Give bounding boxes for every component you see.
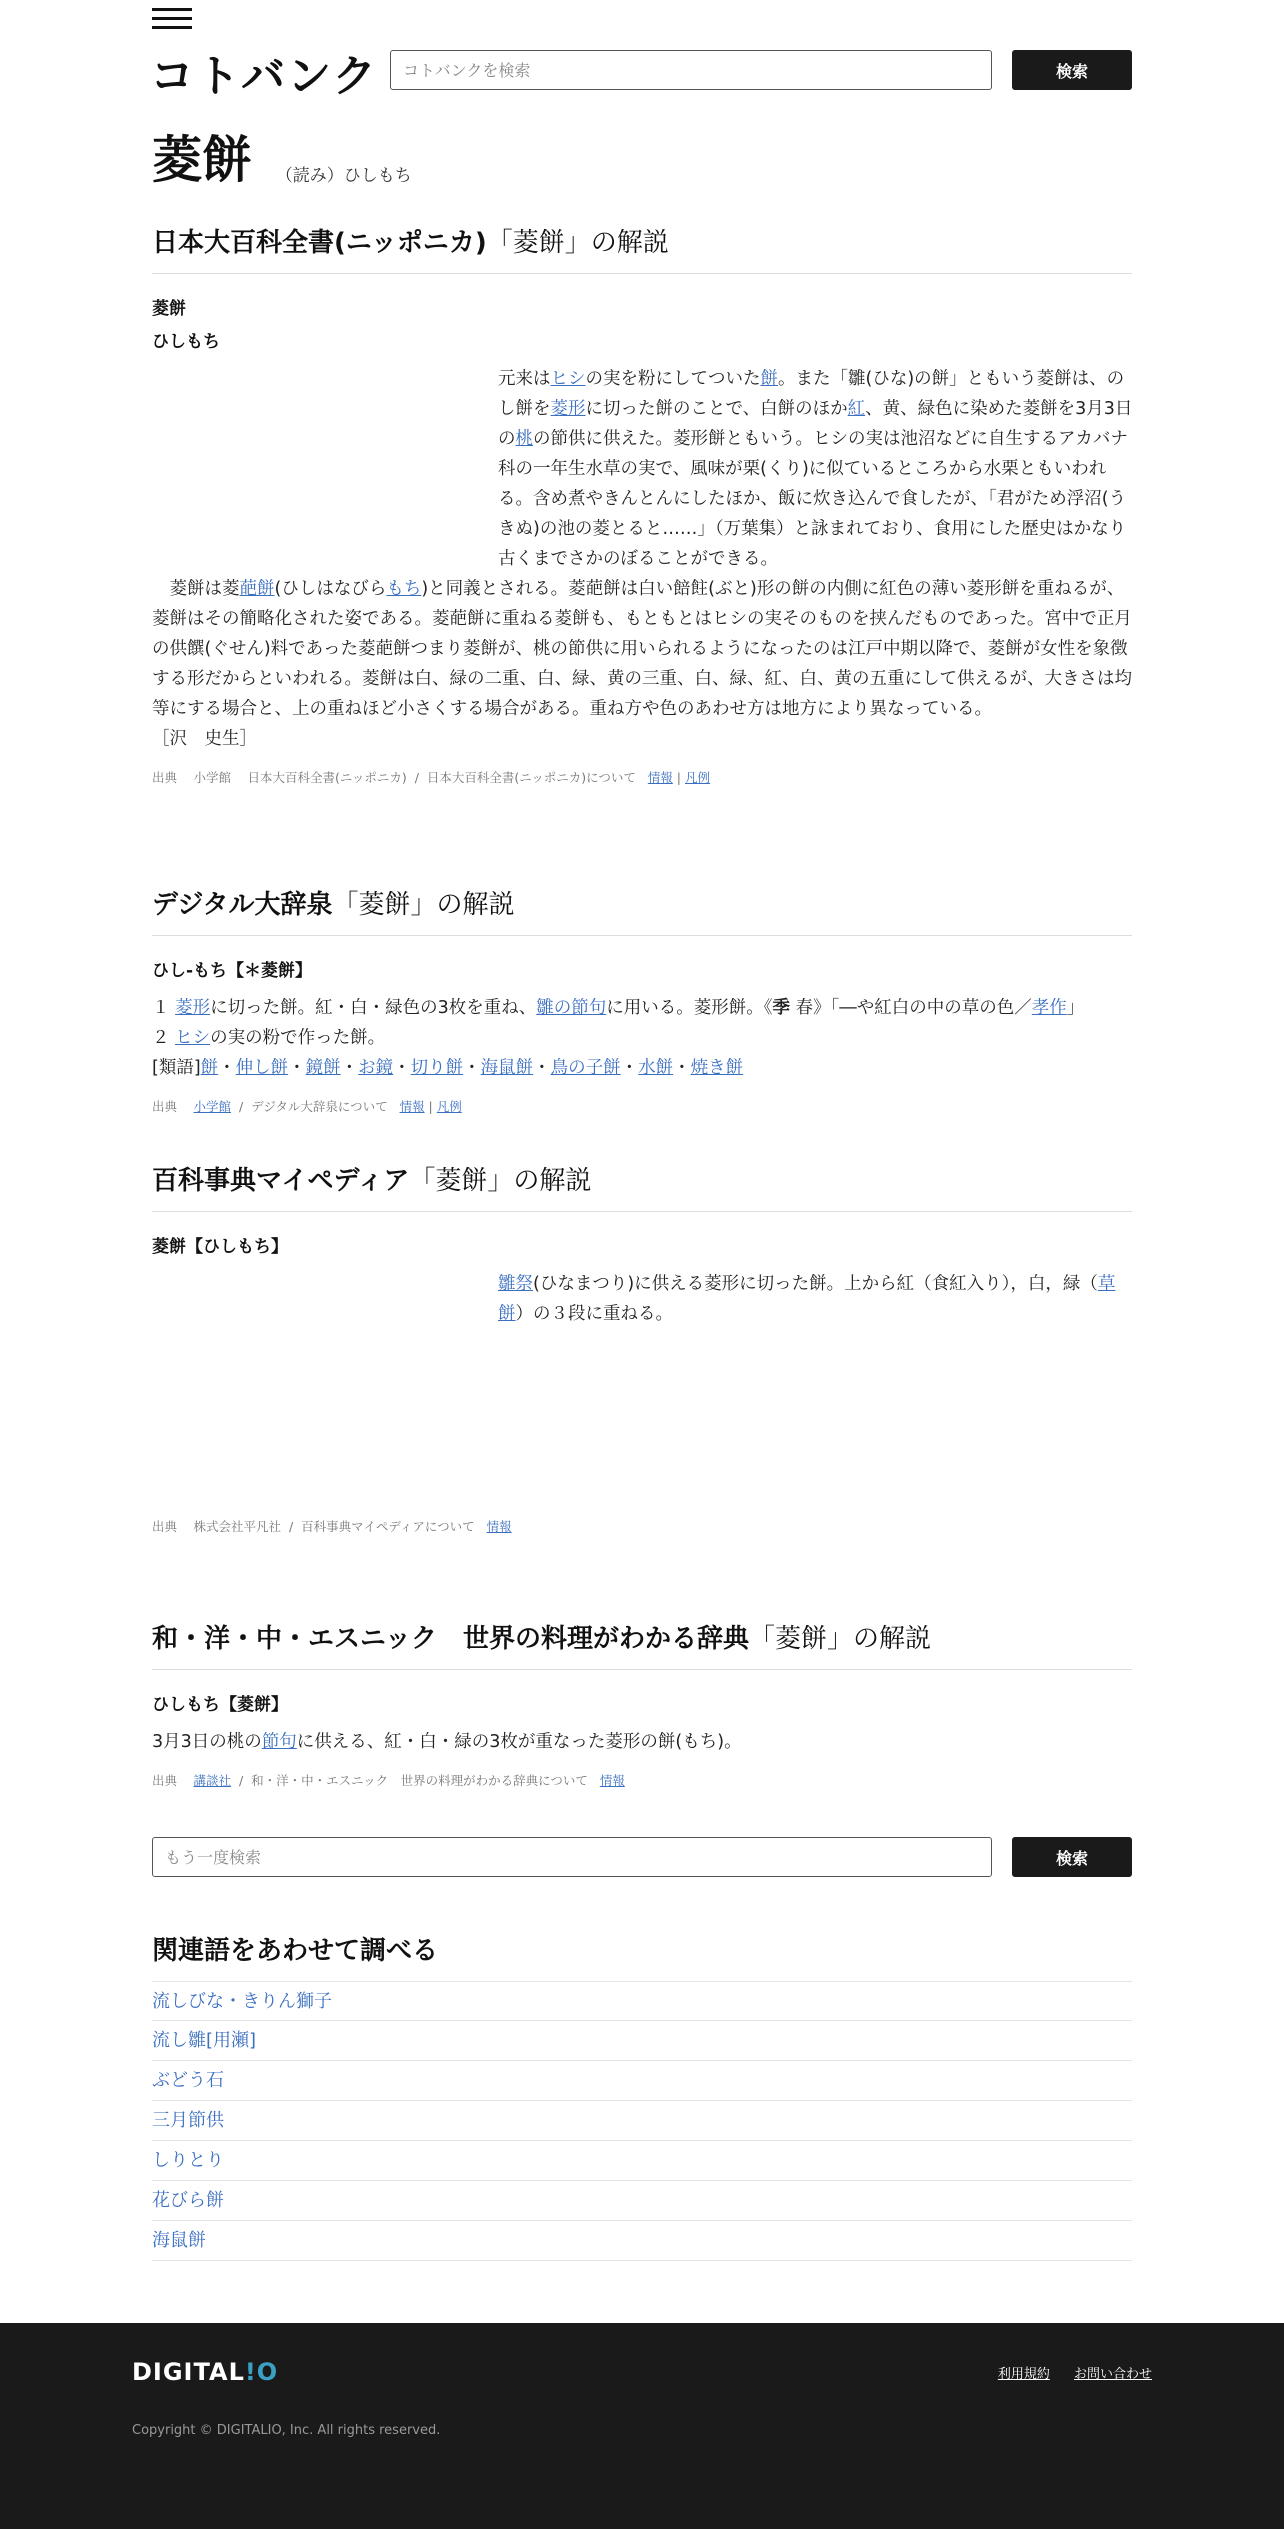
search-input[interactable]	[390, 50, 992, 90]
headword: ひし‐もち【＊菱餅】	[152, 961, 313, 981]
headword: 菱餅	[152, 299, 186, 319]
inline-link[interactable]: ヒシ	[175, 1028, 211, 1048]
inline-link[interactable]: ヒシ	[550, 369, 586, 389]
inline-text: (ひしはなびら	[274, 579, 387, 599]
section-title-suffix: 「菱餅」の解説	[332, 890, 515, 920]
inline-link[interactable]: 桃	[515, 429, 533, 449]
inline-text: )と同義とされる。菱葩餅は白い餢飳(ぶと)形の餅の内側に紅色の薄い菱形餅を重ねるが、菱餅はその簡略化された姿である。菱葩餅に重ねる菱餅も、もともとはヒシの実そのものを挟んだものであった。宮中で正月の供饌(ぐせん)料であった菱葩餅つまり菱餅が、桃の節供に用いられるようになったのは江戸中期以降で、菱餅が女性を象徴する形だからといわれる。菱餅は白、緑の二重、白、緑、黄の三重、白、緑、紅、白、黄の五重にして供えるが、大きさは均等にする場合と、上の重ねほど小さくする場合がある。重ね方や色のあわせ方は地方により異なっている。	[152, 579, 1132, 719]
inline-link[interactable]: 菱形	[550, 399, 586, 419]
inline-text: の実の粉で作った餅。	[210, 1028, 386, 1048]
footer-links	[978, 2363, 1152, 2382]
inline-text: に供える、紅・白・緑の3枚が重なった菱形の餅(もち)。	[296, 1732, 742, 1752]
related-word-link[interactable]: 花びら餅	[152, 2190, 224, 2211]
source-label: 出典	[152, 1773, 178, 1788]
inline-text: 春》「―や紅白の中の草の色／	[789, 998, 1032, 1018]
source-publisher-link[interactable]: 講談社	[193, 1773, 232, 1788]
site-logo[interactable]: コトバンク	[150, 51, 379, 102]
related-word-item[interactable]	[152, 2221, 1132, 2261]
related-word-item[interactable]	[152, 2141, 1132, 2181]
section-title	[152, 222, 1132, 274]
inline-link[interactable]: 伸し餅	[235, 1058, 289, 1078]
search-again-input[interactable]	[152, 1837, 992, 1877]
section-title-suffix: 「菱餅」の解説	[409, 1166, 592, 1196]
article-paragraph	[498, 364, 1138, 574]
copyright: Copyright © DIGITALIO, Inc. All rights reserved.	[132, 2423, 441, 2438]
dictionary-name: 日本大百科全書(ニッポニカ)	[152, 228, 487, 258]
inline-text: ・	[288, 1058, 306, 1078]
inline-text: に用いる。菱形餅。《	[606, 998, 773, 1018]
section-mypedia	[152, 1160, 1132, 1535]
source-about: デジタル大辞泉について	[251, 1099, 388, 1114]
source-label: 出典	[152, 1099, 178, 1114]
inline-link[interactable]: 孝作	[1031, 998, 1067, 1018]
source-about: 和・洋・中・エスニック 世界の料理がわかる辞典について	[251, 1773, 588, 1788]
inline-link[interactable]: もち	[386, 579, 422, 599]
headword: ひしもち【菱餅】	[152, 1695, 288, 1715]
related-words-list	[152, 1981, 1132, 2261]
inline-text: ２	[152, 1028, 176, 1048]
inline-link[interactable]: お鏡	[358, 1058, 394, 1078]
search-button[interactable]: 検索	[1012, 50, 1132, 90]
inline-text: 。また「雛(ひな)の餅」ともいう菱餅は、のし餅を	[498, 369, 1125, 419]
terms-link[interactable]: 利用規約	[997, 2367, 1050, 2382]
inline-text: 3月3日の桃の	[152, 1732, 262, 1752]
inline-link[interactable]: 草餅	[498, 1274, 1116, 1324]
source-publisher: 株式会社平凡社	[193, 1519, 282, 1534]
section-daijisen	[152, 884, 1132, 1115]
inline-link[interactable]: 水餅	[638, 1058, 674, 1078]
inline-text: ・	[533, 1058, 551, 1078]
source-line: 出典 株式会社平凡社 / 百科事典マイペディアについて 情報	[152, 1519, 512, 1534]
info-link[interactable]: 情報	[647, 770, 673, 785]
author: ［沢 史生］	[152, 729, 257, 749]
search-again-button[interactable]: 検索	[1012, 1837, 1132, 1877]
article-body	[152, 1269, 1132, 1509]
related-word-link[interactable]: しりとり	[152, 2150, 224, 2171]
entry-title-row	[152, 120, 412, 192]
inline-link[interactable]: 紅	[847, 399, 866, 419]
inline-link[interactable]: 餅	[200, 1058, 219, 1078]
section-title	[152, 884, 1132, 936]
source-line: 出典 小学館 日本大百科全書(ニッポニカ) / 日本大百科全書(ニッポニカ)について 情報 | 凡例	[152, 770, 711, 785]
inline-link[interactable]: 鳥の子餅	[550, 1058, 621, 1078]
source-about: 日本大百科全書(ニッポニカ)について	[426, 770, 636, 785]
inline-text: ・	[393, 1058, 411, 1078]
inline-text: 元来は	[498, 369, 551, 389]
related-word-item[interactable]	[152, 2101, 1132, 2141]
inline-text: の実を粉にしてついた	[585, 369, 761, 389]
related-word-item[interactable]	[152, 2061, 1132, 2101]
article-paragraph	[498, 1269, 1138, 1329]
source-about: 百科事典マイペディアについて	[301, 1519, 475, 1534]
dictionary-name: 和・洋・中・エスニック 世界の料理がわかる辞典	[152, 1624, 749, 1654]
related-word-link[interactable]: ぶどう石	[152, 2070, 224, 2091]
source-publisher: 小学館	[193, 770, 232, 785]
footer-logo-text: DIGITAL	[132, 2358, 245, 2386]
article-body	[152, 364, 1132, 754]
headword-reading: ひしもち	[152, 332, 220, 352]
definitions	[152, 993, 1132, 1083]
info-link[interactable]: 情報	[486, 1519, 512, 1534]
inline-text: ・	[218, 1058, 236, 1078]
definition-1	[152, 993, 1132, 1023]
related-word-item[interactable]	[152, 2181, 1132, 2221]
inline-text: ・	[340, 1058, 359, 1078]
contact-link[interactable]: お問い合わせ	[1073, 2367, 1152, 2382]
related-word-link[interactable]: 流しびな・きりん獅子	[152, 1991, 332, 2012]
related-word-link[interactable]: 三月節供	[152, 2110, 224, 2131]
section-title-suffix: 「菱餅」の解説	[486, 228, 669, 258]
inline-text: ）の３段に重ねる。	[515, 1304, 673, 1324]
inline-link[interactable]: 雛の節句	[536, 998, 607, 1018]
inline-text: ・	[673, 1058, 691, 1078]
inline-link[interactable]: 餅	[760, 369, 778, 389]
related-word-link[interactable]: 海鼠餅	[152, 2230, 206, 2251]
source-publisher-link[interactable]: 小学館	[193, 1099, 232, 1114]
inline-link[interactable]: 焼き餅	[690, 1058, 744, 1078]
inline-text: に切った餅のことで、白餅のほか	[585, 399, 848, 419]
inline-link[interactable]: 切り餅	[410, 1058, 464, 1078]
footer-logo-accent: !O	[244, 2358, 279, 2386]
page-title: 菱餅	[152, 131, 252, 189]
article-paragraph	[152, 574, 1132, 724]
section-title	[152, 1618, 1132, 1670]
section-title-suffix: 「菱餅」の解説	[748, 1624, 931, 1654]
info-link[interactable]: 情報	[399, 1099, 425, 1114]
section-nipponica	[152, 222, 1132, 786]
related-word-item[interactable]	[152, 2021, 1132, 2061]
source-label: 出典	[152, 1519, 178, 1534]
footer-logo[interactable]	[132, 2358, 278, 2386]
source-label: 出典	[152, 770, 178, 785]
definition-2	[152, 1023, 1132, 1053]
source-line: 出典 小学館 / デジタル大辞泉について 情報 | 凡例	[152, 1099, 462, 1114]
section-title	[152, 1160, 1132, 1212]
section-sekai-ryori	[152, 1618, 1132, 1789]
inline-text: [類語]	[152, 1058, 201, 1078]
related-word-link[interactable]: 流し雛[用瀬]	[152, 2030, 257, 2051]
inline-text: (ひなまつり)に供える菱形に切った餅。上から紅（食紅入り），白，緑（	[533, 1274, 1098, 1294]
inline-text: ・	[620, 1058, 639, 1078]
inline-link[interactable]: 雛祭	[498, 1274, 533, 1294]
synonyms	[152, 1053, 1132, 1083]
inline-text: 季	[772, 998, 790, 1018]
inline-text: の節供に供えた。菱形餅ともいう。ヒシの実は池沼などに自生するアカバナ科の一年生水草の実で、風味が栗(くり)に似ているところから水栗ともいわれる。含め煮やきんとんにしたほか、飯に炊き込んで食したが、「君がため浮沼(うきぬ)の池の菱とると……」（万葉集）と詠まれており、食用にした歴史はかなり古くまでさかのぼることができる。	[498, 429, 1128, 569]
related-words-title: 関連語をあわせて調べる	[152, 1936, 439, 1966]
source-book: 日本大百科全書(ニッポニカ)	[247, 770, 407, 785]
dictionary-name: 百科事典マイペディア	[152, 1166, 410, 1196]
page-reading: （読み）ひしもち	[275, 166, 412, 186]
dictionary-name: デジタル大辞泉	[152, 890, 333, 920]
source-line: 出典 講談社 / 和・洋・中・エスニック 世界の料理がわかる辞典について 情報	[152, 1773, 625, 1788]
article-body	[152, 1727, 1132, 1757]
inline-text: ・	[463, 1058, 481, 1078]
inline-link[interactable]: 鏡餅	[305, 1058, 341, 1078]
inline-text: に切った餅。紅・白・緑色の3枚を重ね、	[210, 998, 537, 1018]
inline-text: 、黄、緑色に染めた菱餅を3月3日の	[498, 399, 1133, 449]
inline-text: １	[152, 998, 176, 1018]
menu-icon[interactable]	[152, 8, 192, 32]
inline-link[interactable]: 海鼠餅	[480, 1058, 534, 1078]
footer	[0, 2323, 1284, 2529]
legend-link[interactable]: 凡例	[436, 1099, 462, 1114]
related-words	[152, 1930, 1132, 2261]
headword: 菱餅【ひしもち】	[152, 1237, 288, 1257]
inline-link[interactable]: 節句	[261, 1732, 297, 1752]
related-word-item[interactable]	[152, 1981, 1132, 2021]
legend-link[interactable]: 凡例	[685, 770, 711, 785]
inline-link[interactable]: 葩餅	[239, 579, 275, 599]
inline-text: 」	[1066, 998, 1085, 1018]
inline-link[interactable]: 菱形	[175, 998, 211, 1018]
info-link[interactable]: 情報	[599, 1773, 625, 1788]
inline-text: 菱餅は菱	[152, 579, 240, 599]
